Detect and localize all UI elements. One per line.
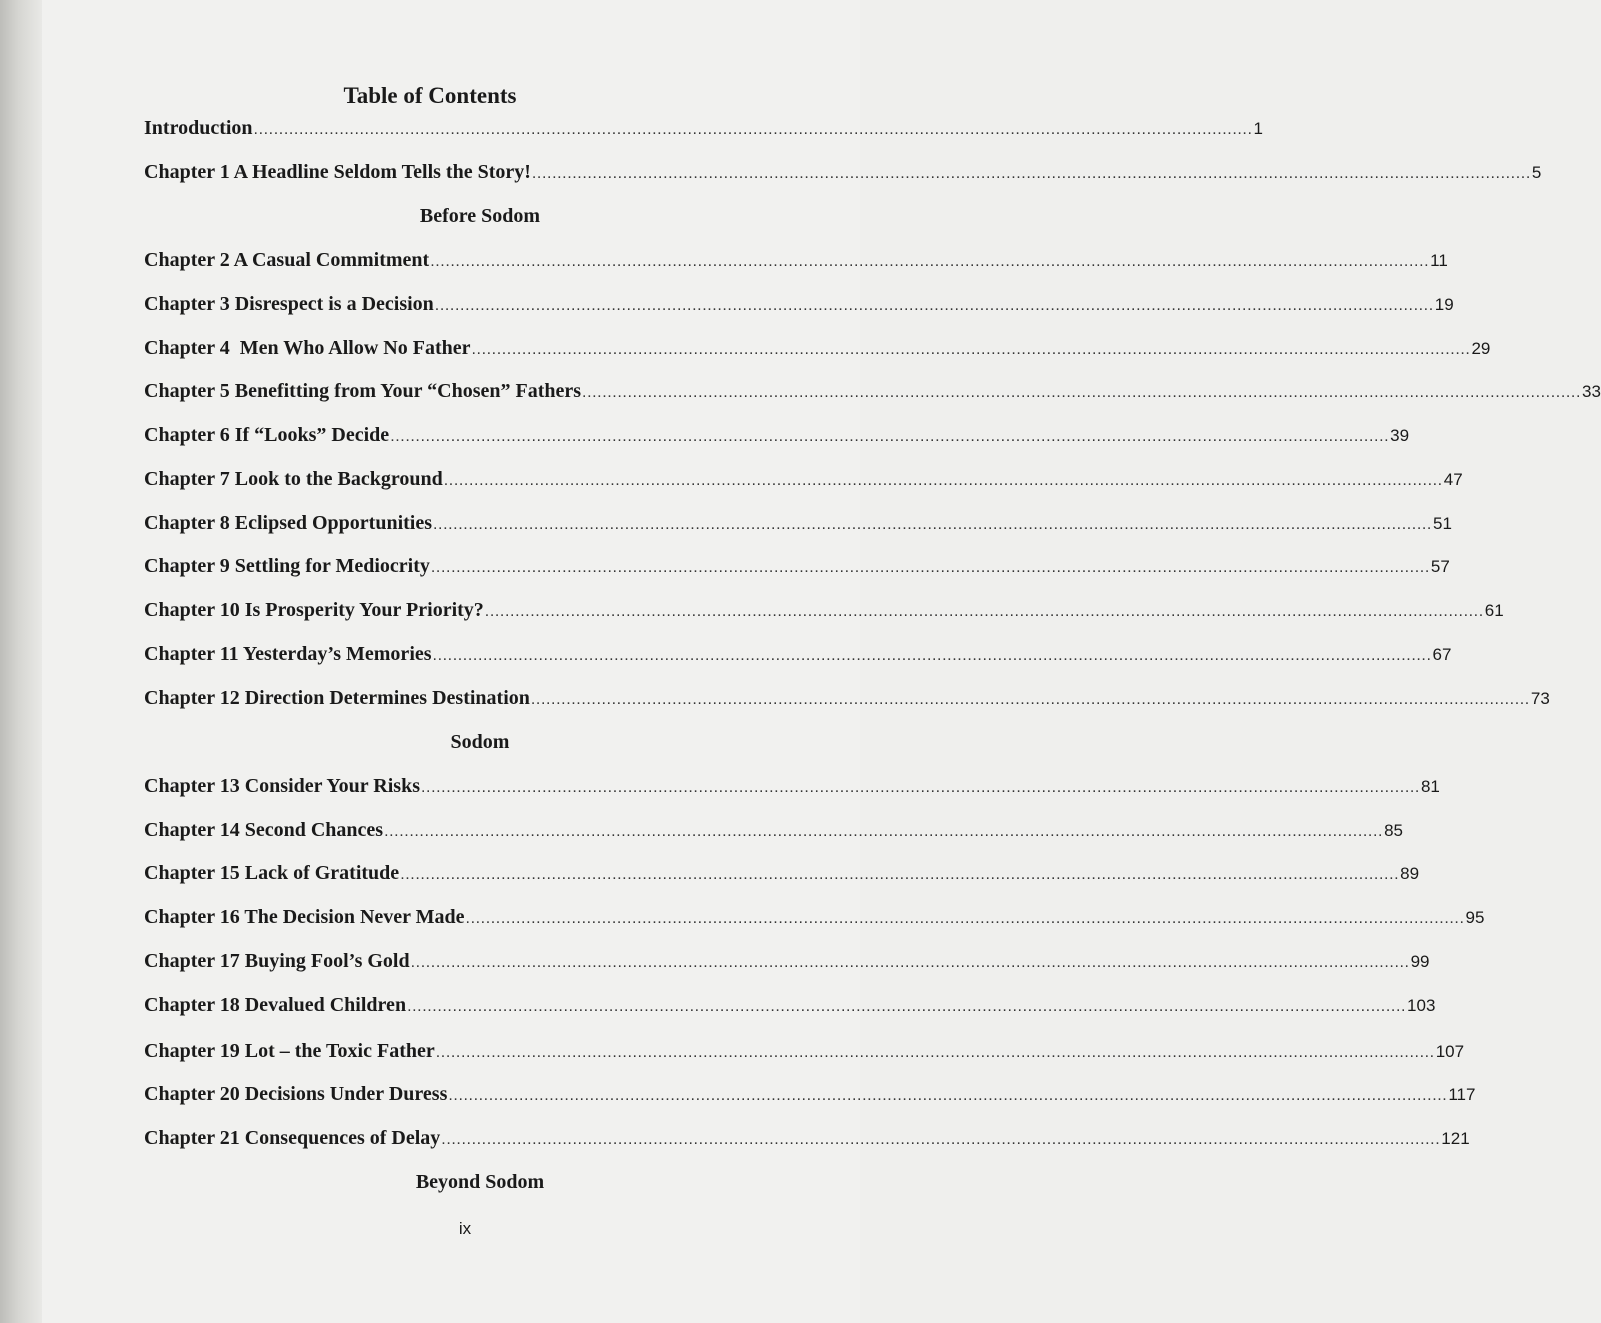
toc-leader-dots: ...................................................................................................................................................................................................... <box>432 647 1432 664</box>
toc-entry-chapter-20 <box>144 1083 1476 1113</box>
toc-entry-label: Chapter 11 Yesterday’s Memories <box>144 643 432 665</box>
toc-entry-chapter-14 <box>144 819 1403 849</box>
toc-page-number: 73 <box>1530 689 1550 708</box>
toc-entry-chapter-13 <box>144 775 1440 805</box>
toc-page-number: 67 <box>1432 645 1452 664</box>
toc-page-number: 61 <box>1484 601 1504 620</box>
toc-page-number: 107 <box>1435 1042 1465 1061</box>
toc-leader-dots: ...................................................................................................................................................................................................... <box>434 297 1434 314</box>
toc-leader-dots: ...................................................................................................................................................................................................... <box>531 165 1531 182</box>
toc-entry-chapter-9 <box>144 555 1450 585</box>
toc-entry-label: Chapter 2 A Casual Commitment <box>144 249 430 271</box>
toc-leader-dots: ...................................................................................................................................................................................................... <box>390 428 1390 445</box>
toc-entry-chapter-12 <box>144 687 1550 717</box>
toc-entry-label: Chapter 1 A Headline Seldom Tells the Story! <box>144 161 531 183</box>
toc-page-number: 57 <box>1430 557 1450 576</box>
toc-title: Table of Contents <box>343 83 517 108</box>
toc-entry-label: Chapter 21 Consequences of Delay <box>144 1127 441 1149</box>
toc-entry-chapter-1 <box>144 161 1542 191</box>
book-spine-shadow <box>0 0 42 1323</box>
toc-page-number: 33 <box>1582 382 1601 401</box>
toc-page-number: 39 <box>1390 426 1410 445</box>
toc-entry-label: Chapter 16 The Decision Never Made <box>144 906 465 928</box>
toc-entry-label: Chapter 5 Benefitting from Your “Chosen” Fathers <box>144 380 582 402</box>
toc-leader-dots: ...................................................................................................................................................................................................... <box>530 691 1530 708</box>
toc-entry-chapter-18 <box>144 994 1436 1024</box>
toc-page-number: 11 <box>1430 251 1448 270</box>
toc-entry-label: Chapter 9 Settling for Mediocrity <box>144 555 430 577</box>
toc-page-number: 19 <box>1434 295 1454 314</box>
toc-page-number: 103 <box>1407 996 1436 1015</box>
toc-entry-chapter-16 <box>144 906 1485 936</box>
toc-entry-label: Chapter 19 Lot – the Toxic Father <box>144 1040 435 1062</box>
toc-page-number: 1 <box>1253 119 1263 138</box>
toc-page-number: 117 <box>1448 1085 1476 1104</box>
toc-entry-chapter-5 <box>144 380 1601 410</box>
toc-page-number: 95 <box>1465 908 1485 927</box>
toc-leader-dots: ...................................................................................................................................................................................................... <box>433 516 1432 533</box>
toc-entry-label: Chapter 8 Eclipsed Opportunities <box>144 512 432 534</box>
toc-entry-chapter-7 <box>144 468 1463 498</box>
toc-leader-dots: ...................................................................................................................................................................................................... <box>441 1131 1441 1148</box>
toc-page-number: 121 <box>1441 1129 1470 1148</box>
toc-entry-label: Chapter 15 Lack of Gratitude <box>144 862 400 884</box>
toc-page-number: 51 <box>1432 514 1452 533</box>
toc-page-number: 5 <box>1531 163 1542 182</box>
toc-entry-label: Chapter 17 Buying Fool’s Gold <box>144 950 410 972</box>
toc-entry-chapter-15 <box>144 862 1420 892</box>
toc-page-number: 89 <box>1400 864 1420 883</box>
section-heading-before-sodom: Before Sodom <box>419 205 541 227</box>
toc-entry-label: Chapter 13 Consider Your Risks <box>144 775 420 797</box>
toc-entry-label: Chapter 6 If “Looks” Decide <box>144 424 390 446</box>
toc-leader-dots: ...................................................................................................................................................................................................... <box>410 954 1410 971</box>
section-heading-sodom: Sodom <box>450 731 510 753</box>
toc-entry-label: Chapter 10 Is Prosperity Your Priority? <box>144 599 484 621</box>
section-heading-beyond-sodom: Beyond Sodom <box>415 1171 545 1193</box>
toc-entry-chapter-19 <box>144 1040 1465 1070</box>
toc-entry-label: Chapter 4 Men Who Allow No Father <box>144 337 471 359</box>
toc-entry-label: Chapter 20 Decisions Under Duress <box>144 1083 448 1105</box>
toc-leader-dots: ...................................................................................................................................................................................................... <box>435 1044 1435 1061</box>
toc-entry-chapter-17 <box>144 950 1430 980</box>
toc-entry-chapter-10 <box>144 599 1504 629</box>
toc-entry-introduction <box>144 117 1263 147</box>
toc-page-number: 47 <box>1443 470 1463 489</box>
toc-leader-dots: ...................................................................................................................................................................................................... <box>430 559 1430 576</box>
toc-leader-dots: ...................................................................................................................................................................................................... <box>448 1087 1448 1104</box>
toc-leader-dots: ...................................................................................................................................................................................................... <box>582 384 1582 401</box>
toc-page-number: 81 <box>1420 777 1440 796</box>
toc-leader-dots: ...................................................................................................................................................................................................... <box>253 121 1253 138</box>
toc-leader-dots: ...................................................................................................................................................................................................... <box>465 910 1465 927</box>
toc-leader-dots: ...................................................................................................................................................................................................... <box>407 998 1407 1015</box>
toc-entry-label: Chapter 3 Disrespect is a Decision <box>144 293 434 315</box>
toc-entry-label: Chapter 18 Devalued Children <box>144 994 407 1016</box>
toc-leader-dots: ...................................................................................................................................................................................................... <box>443 472 1443 489</box>
toc-entry-chapter-2 <box>144 249 1448 279</box>
toc-page-number: 29 <box>1471 339 1491 358</box>
toc-leader-dots: ...................................................................................................................................................................................................... <box>484 603 1484 620</box>
toc-leader-dots: ...................................................................................................................................................................................................... <box>400 866 1400 883</box>
toc-entry-label: Chapter 14 Second Chances <box>144 819 384 841</box>
toc-leader-dots: ...................................................................................................................................................................................................... <box>471 341 1471 358</box>
toc-leader-dots: ...................................................................................................................................................................................................... <box>420 779 1420 796</box>
toc-page-number: 85 <box>1384 821 1403 840</box>
toc-entry-label: Introduction <box>144 117 253 139</box>
toc-leader-dots: ...................................................................................................................................................................................................... <box>430 253 1430 270</box>
toc-entry-chapter-4 <box>144 337 1491 367</box>
toc-entry-chapter-8 <box>144 512 1452 542</box>
toc-entry-chapter-21 <box>144 1127 1470 1157</box>
toc-entry-label: Chapter 12 Direction Determines Destination <box>144 687 530 709</box>
toc-entry-chapter-3 <box>144 293 1454 323</box>
toc-entry-label: Chapter 7 Look to the Background <box>144 468 443 490</box>
toc-entry-chapter-11 <box>144 643 1452 673</box>
toc-entry-chapter-6 <box>144 424 1410 454</box>
toc-leader-dots: ...................................................................................................................................................................................................... <box>384 823 1384 840</box>
page-number-folio: ix <box>458 1219 472 1238</box>
toc-page-number: 99 <box>1410 952 1430 971</box>
